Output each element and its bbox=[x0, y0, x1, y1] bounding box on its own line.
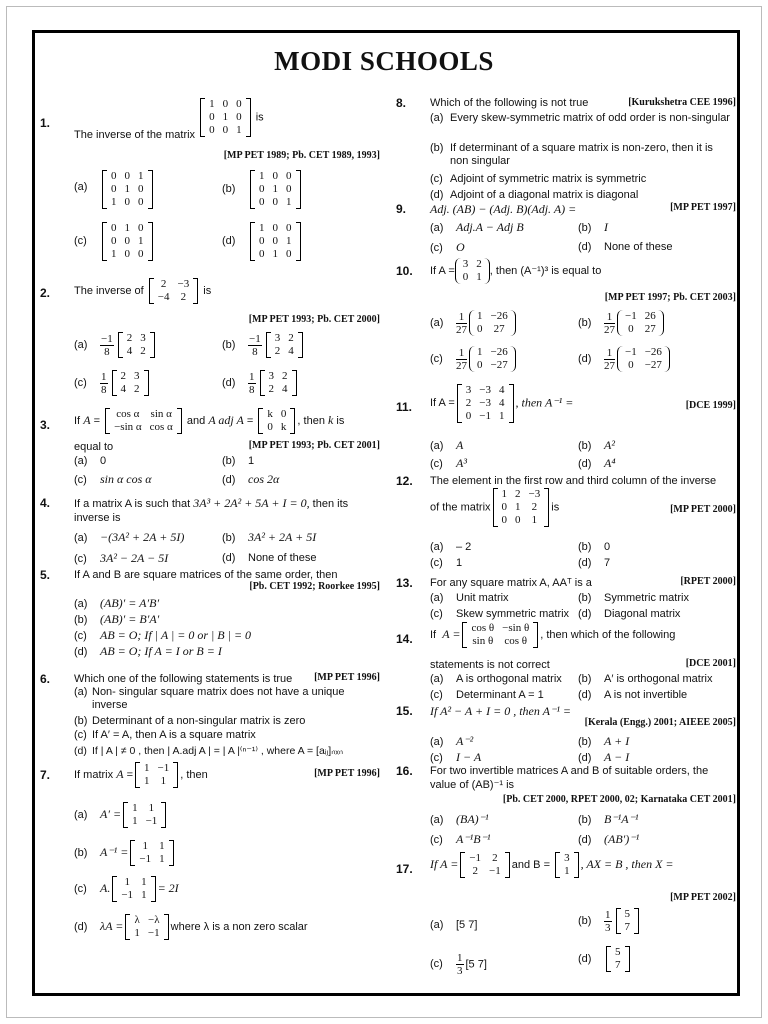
option-a[interactable]: (a) Every skew-symmetric matrix of odd order is non-singular bbox=[430, 112, 730, 124]
option-a[interactable]: (a) [5 7] bbox=[430, 919, 478, 931]
question-stem: The inverse of 2 −3 −4 2 is bbox=[74, 278, 212, 303]
option-d[interactable]: (d) 1 0 0 0 0 1 0 1 0 bbox=[222, 222, 303, 261]
option-d[interactable]: (d) Adjoint of a diagonal matrix is diagonal bbox=[430, 189, 639, 201]
option-d[interactable]: (d) A is not invertible bbox=[578, 689, 688, 701]
option-c[interactable]: (c) 0 1 0 0 0 1 1 0 0 bbox=[74, 222, 155, 261]
question-reference: [Pb. CET 2000, RPET 2000, 02; Karnataka CET 2001] bbox=[502, 794, 736, 805]
option-d[interactable]: (d) None of these bbox=[222, 552, 317, 564]
question-stem: Which of the following is not true bbox=[430, 97, 589, 109]
option-d[interactable]: (d) If | A | ≠ 0 , then | A.adj A | = | A |⁽ⁿ⁻¹⁾ , where A = [aᵢⱼ]ₙₓₙ bbox=[74, 745, 344, 757]
question-reference: [Pb. CET 1992; Roorkee 1995] bbox=[249, 581, 380, 592]
question-reference: [MP PET 1996] bbox=[314, 768, 380, 779]
option-d[interactable]: (d) $\frac{1}{27}$ −1 −26 0 −27 bbox=[578, 346, 670, 372]
option-a[interactable]: (a) A′ = 1 1 1 −1 bbox=[74, 802, 168, 828]
question-reference: [MP PET 1996] bbox=[314, 672, 380, 683]
option-a[interactable]: (a) $\frac{1}{27}$ 1 −26 0 27 bbox=[430, 310, 516, 336]
question-stem: Which one of the following statements is true bbox=[74, 673, 293, 685]
option-b[interactable]: (b) 3A² + 2A + 5I bbox=[222, 530, 317, 544]
option-d[interactable]: (d) None of these bbox=[578, 241, 673, 253]
question-reference: [Kurukshetra CEE 1996] bbox=[628, 97, 736, 108]
option-d[interactable]: (d) 7 bbox=[578, 557, 611, 569]
option-c[interactable]: (c) O bbox=[430, 240, 465, 254]
matrix: 1 0 0 0 1 0 0 0 1 bbox=[200, 98, 251, 137]
option-a[interactable]: (a) (BA)⁻¹ bbox=[430, 812, 489, 826]
option-c[interactable]: (c) 1 bbox=[430, 557, 463, 569]
question-stem: If A = cos α sin α −sin α cos α and A adj A = k 0 0 k , then k is bbox=[74, 408, 345, 433]
option-a[interactable]: (a) A bbox=[430, 438, 464, 452]
option-c[interactable]: (c) AB = O; If | A | = 0 or | B | = 0 bbox=[74, 628, 252, 642]
option-c[interactable]: (c) Skew symmetric matrix bbox=[430, 608, 570, 620]
option-a[interactable]: (a) 0 bbox=[74, 455, 107, 467]
question-number: 1. bbox=[40, 116, 51, 130]
option-d[interactable]: (d) Diagonal matrix bbox=[578, 608, 681, 620]
option-d[interactable]: (d) cos 2α bbox=[222, 472, 280, 486]
option-c[interactable]: (c) sin α cos α bbox=[74, 472, 152, 486]
option-d[interactable]: (d) (AB′)⁻¹ bbox=[578, 832, 640, 846]
question-reference: [DCE 2001] bbox=[685, 658, 736, 669]
option-d[interactable]: (d) A⁴ bbox=[578, 456, 616, 470]
option-a[interactable]: (a) Unit matrix bbox=[430, 592, 509, 604]
option-a[interactable]: (a) $\frac{-1}{8}$ 2 3 4 2 bbox=[74, 332, 157, 358]
question-stem: The element in the first row and third column of the inverse bbox=[430, 475, 717, 487]
option-b[interactable]: (b) If determinant of a square matrix is non-zero, then it is non singular bbox=[430, 142, 713, 167]
option-a[interactable]: (a) – 2 bbox=[430, 541, 472, 553]
option-b[interactable]: (b) 1 0 0 0 1 0 0 0 1 bbox=[222, 170, 303, 209]
option-d[interactable]: (d) 5 7 bbox=[578, 946, 632, 972]
option-b[interactable]: (b) $\frac{1}{3}$ 5 7 bbox=[578, 908, 641, 934]
question-reference: [DCE 1999] bbox=[685, 400, 736, 411]
question-reference: [RPET 2000] bbox=[680, 576, 736, 587]
option-b[interactable]: (b) $\frac{1}{27}$ −1 26 0 27 bbox=[578, 310, 664, 336]
option-c[interactable]: (c) Determinant A = 1 bbox=[430, 689, 544, 701]
question-stem: For two invertible matrices A and B of suitable orders, the value of (AB)⁻¹ is bbox=[430, 765, 709, 791]
question-reference: [MP PET 1989; Pb. CET 1989, 1993] bbox=[223, 150, 380, 161]
option-c[interactable]: (c) $\frac{1}{3}$ [5 7] bbox=[430, 952, 487, 977]
option-b[interactable]: (b) $\frac{-1}{8}$ 3 2 2 4 bbox=[222, 332, 305, 358]
question-reference: [MP PET 1997] bbox=[670, 202, 736, 213]
option-b[interactable]: (b) A + I bbox=[578, 734, 630, 748]
option-c[interactable]: (c) A. 1 1 −1 1 = 2I bbox=[74, 876, 179, 901]
option-b[interactable]: (b) (AB)′ = B′A′ bbox=[74, 612, 160, 626]
option-b[interactable]: (b) Symmetric matrix bbox=[578, 592, 689, 604]
option-b[interactable]: (b) A² bbox=[578, 438, 615, 452]
question-reference: [MP PET 1993; Pb. CET 2000] bbox=[248, 314, 380, 325]
option-b[interactable]: (b) 0 bbox=[578, 541, 611, 553]
option-b[interactable]: (b) A⁻¹ = 1 1 −1 1 bbox=[74, 840, 176, 866]
question-reference: [MP PET 2000] bbox=[670, 504, 736, 515]
question-stem: If a matrix A is such that 3A³ + 2A² + 5A + I = 0, then its inverse is bbox=[74, 496, 349, 524]
question-reference: [MP PET 2002] bbox=[670, 892, 736, 903]
option-c[interactable]: (c) A⁻¹B⁻¹ bbox=[430, 832, 491, 846]
option-d[interactable]: (d) AB = O; If A = I or B = I bbox=[74, 644, 222, 658]
question-reference: [MP PET 1997; Pb. CET 2003] bbox=[604, 292, 736, 303]
option-b[interactable]: (b) I bbox=[578, 220, 608, 234]
option-d[interactable]: (d) λA = λ −λ 1 −1 where λ is a non zero scalar bbox=[74, 914, 308, 939]
option-a[interactable]: (a) A is orthogonal matrix bbox=[430, 673, 562, 685]
question-stem: If A = 3 −3 4 2 −3 4 0 −1 1 , then A⁻¹ = bbox=[430, 384, 574, 422]
option-c[interactable]: (c) A³ bbox=[430, 456, 467, 470]
question-reference: [MP PET 1993; Pb. CET 2001] bbox=[248, 440, 380, 451]
page-title: MODI SCHOOLS bbox=[274, 46, 494, 76]
question-stem: If A and B are square matrices of the same order, then bbox=[74, 569, 338, 581]
option-b[interactable]: (b) 1 bbox=[222, 455, 255, 467]
option-c[interactable]: (c) If A′ = A, then A is a square matrix bbox=[74, 729, 256, 741]
question-stem: For any square matrix A, AAᵀ is a bbox=[430, 577, 592, 589]
question-stem-matrix: of the matrix 1 2 −3 0 1 2 0 0 1 is bbox=[430, 488, 560, 526]
option-b[interactable]: (b) B⁻¹A⁻¹ bbox=[578, 812, 639, 826]
question-stem: If A² − A + I = 0 , then A⁻¹ = bbox=[430, 704, 572, 718]
option-d[interactable]: (d) $\frac{1}{8}$ 3 2 2 4 bbox=[222, 370, 299, 396]
option-a[interactable]: (a) A⁻² bbox=[430, 734, 474, 748]
option-a[interactable]: (a) Non- singular square matrix does not have a unique inverse bbox=[74, 686, 345, 711]
option-c[interactable]: (c) I − A bbox=[430, 750, 482, 764]
option-a[interactable]: (a) −(3A² + 2A + 5I) bbox=[74, 530, 185, 544]
option-d[interactable]: (d) A − I bbox=[578, 750, 630, 764]
option-a[interactable]: (a) Adj.A − Adj B bbox=[430, 220, 524, 234]
option-b[interactable]: (b) Determinant of a non-singular matrix is zero bbox=[74, 715, 306, 727]
question-stem: If matrix A = 1 −1 1 1 , then bbox=[74, 762, 208, 787]
question-stem: Adj. (AB) − (Adj. B)(Adj. A) = bbox=[430, 202, 577, 216]
option-c[interactable]: (c) Adjoint of symmetric matrix is symmetric bbox=[430, 173, 647, 185]
question-stem: If A = cos θ −sin θ sin θ cos θ , then which of the following bbox=[430, 622, 676, 647]
option-a[interactable]: (a) (AB)′ = A′B′ bbox=[74, 596, 160, 610]
question-reference: [Kerala (Engg.) 2001; AIEEE 2005] bbox=[584, 717, 736, 728]
option-a[interactable]: (a) 0 0 1 0 1 0 1 0 0 bbox=[74, 170, 155, 209]
question-stem: If A = −1 2 2 −1 and B = 3 1 , AX = B , then X = bbox=[430, 852, 674, 877]
option-c[interactable]: (c) $\frac{1}{27}$ 1 −26 0 −27 bbox=[430, 346, 516, 372]
option-c[interactable]: (c) 3A² − 2A − 5I bbox=[74, 551, 169, 565]
option-c[interactable]: (c) $\frac{1}{8}$ 2 3 4 2 bbox=[74, 370, 151, 396]
question-stem: If A = 3 2 0 1 , then (A⁻¹)³ is equal to bbox=[430, 258, 602, 283]
option-b[interactable]: (b) A′ is orthogonal matrix bbox=[578, 673, 713, 685]
question-stem: The inverse of the matrix 1 0 0 0 1 0 0 0 1 is bbox=[74, 98, 264, 142]
